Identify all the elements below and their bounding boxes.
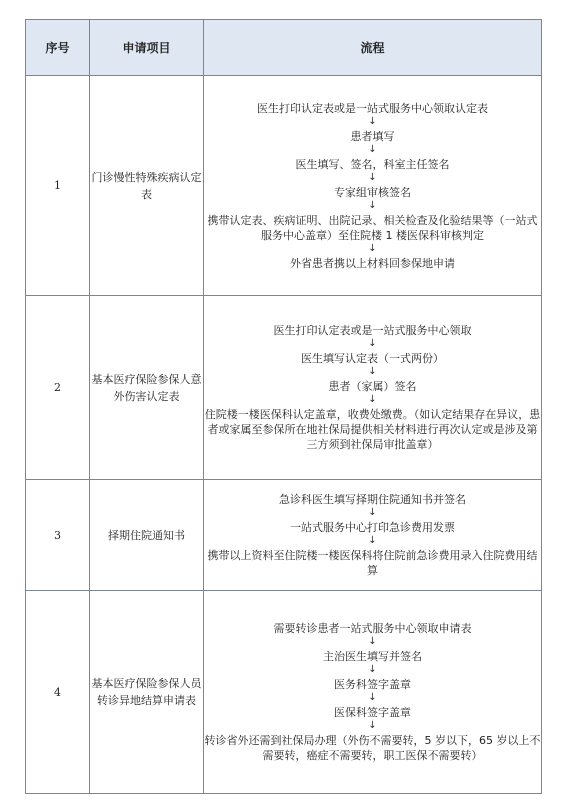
flow-step: 医生打印认定表或是一站式服务中心领取认定表 xyxy=(257,101,488,115)
row-item: 基本医疗保险参保人意外伤害认定表 xyxy=(90,296,204,480)
down-arrow-icon: ↓ xyxy=(368,507,377,518)
down-arrow-icon: ↓ xyxy=(368,636,377,647)
down-arrow-icon: ↓ xyxy=(368,664,377,675)
row-flow xyxy=(204,296,542,480)
header-seq: 序号 xyxy=(26,20,90,76)
down-arrow-icon: ↓ xyxy=(368,143,377,155)
flow-step: 医保科签字盖章 xyxy=(334,706,411,719)
down-arrow-icon: ↓ xyxy=(368,366,377,377)
down-arrow-icon: ↓ xyxy=(368,394,377,405)
down-arrow-icon: ↓ xyxy=(368,720,377,731)
flow-step: 转诊省外还需到社保局办理（外伤不需要转，5 岁以下，65 岁以上不需要转，癌症不需要转，职工医保不需要转） xyxy=(204,734,541,762)
row-flow xyxy=(204,591,542,794)
flow-step: 住院楼一楼医保科认定盖章，收费处缴费。（如认定结果存在异议，患者或家属至参保所在地社保局提供相关材料进行再次认定或是涉及第三方须到社保局审批盖章） xyxy=(204,408,541,451)
row-seq: 3 xyxy=(26,480,90,591)
row-flow xyxy=(204,480,542,591)
row-seq: 1 xyxy=(26,76,90,296)
row-flow xyxy=(204,76,542,296)
flow-step: 医生填写认定表（一式两份） xyxy=(301,352,444,365)
header-item: 申请项目 xyxy=(90,20,204,76)
row-seq: 2 xyxy=(26,296,90,480)
flow-step: 专家组审核签名 xyxy=(334,185,411,199)
down-arrow-icon: ↓ xyxy=(368,242,377,254)
header-flow: 流程 xyxy=(204,20,542,76)
down-arrow-icon: ↓ xyxy=(368,115,377,127)
flow-step: 医生打印认定表或是一站式服务中心领取 xyxy=(273,324,472,337)
flow-step: 携带认定表、疾病证明、出院记录、相关检查及化验结果等（一站式服务中心盖章）至住院楼 1 楼医保科审核判定 xyxy=(207,213,538,242)
down-arrow-icon: ↓ xyxy=(368,535,377,546)
table-row xyxy=(26,591,542,794)
flow-step: 急诊科医生填写择期住院通知书并签名 xyxy=(279,493,466,506)
process-table xyxy=(25,19,542,794)
down-arrow-icon: ↓ xyxy=(368,692,377,703)
row-item: 基本医疗保险参保人员转诊异地结算申请表 xyxy=(90,591,204,794)
flow-step: 主治医生填写并签名 xyxy=(323,650,422,663)
table-row xyxy=(26,480,542,591)
flow-step: 携带以上资料至住院楼一楼医保科将住院前急诊费用录入住院费用结算 xyxy=(207,549,538,577)
down-arrow-icon: ↓ xyxy=(368,338,377,349)
flow-step: 需要转诊患者一站式服务中心领取申请表 xyxy=(273,622,472,635)
down-arrow-icon: ↓ xyxy=(368,171,377,183)
row-seq: 4 xyxy=(26,591,90,794)
flow-step: 患者（家属）签名 xyxy=(328,380,417,393)
flow-step: 一站式服务中心打印急诊费用发票 xyxy=(290,521,455,534)
row-item: 门诊慢性特殊疾病认定表 xyxy=(90,76,204,296)
table-row xyxy=(26,76,542,296)
flow-step: 医务科签字盖章 xyxy=(334,678,411,691)
flow-step: 患者填写 xyxy=(350,129,395,143)
down-arrow-icon: ↓ xyxy=(368,199,377,211)
row-item: 择期住院通知书 xyxy=(90,480,204,591)
header-row xyxy=(26,20,542,76)
flow-step: 医生填写、签名，科室主任签名 xyxy=(295,157,450,171)
table-row xyxy=(26,296,542,480)
flow-step: 外省患者携以上材料回参保地申请 xyxy=(290,256,455,270)
